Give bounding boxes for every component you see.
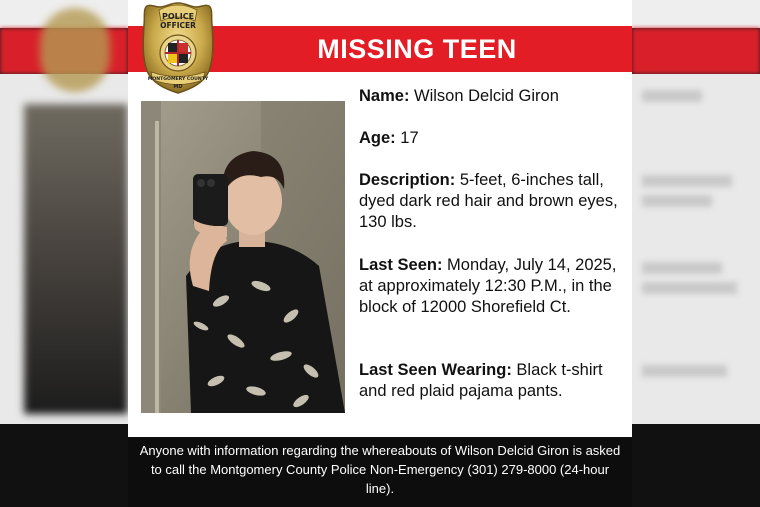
- last-seen-field: [359, 255, 625, 318]
- last-seen-wearing-field: [359, 360, 625, 402]
- badge-role-text: OFFICER: [160, 21, 196, 30]
- background-blur-right: [632, 0, 760, 507]
- age-value: 17: [400, 129, 419, 147]
- poster-title: MISSING TEEN: [317, 34, 517, 64]
- badge-state-text: MD: [173, 84, 183, 90]
- age-label: Age:: [359, 129, 396, 147]
- badge-top-text: POLICE: [161, 12, 195, 21]
- badge-county-text: MONTGOMERY COUNTY: [147, 77, 209, 82]
- last-seen-wearing-label: Last Seen Wearing:: [359, 361, 512, 379]
- name-field: [359, 86, 625, 107]
- description-value: 5-feet, 6-inches tall, dyed dark red hair and brown eyes, 130 lbs.: [359, 171, 618, 231]
- name-label: Name:: [359, 87, 410, 105]
- name-value: Wilson Delcid Giron: [414, 87, 559, 105]
- missing-person-photo: [141, 101, 345, 413]
- last-seen-wearing-value: Black t-shirt and red plaid pajama pants.: [359, 361, 603, 400]
- police-badge-icon: [141, 1, 215, 95]
- description-field: [359, 170, 625, 233]
- description-label: Description:: [359, 171, 456, 189]
- footer-text: Anyone with information regarding the whereabouts of Wilson Delcid Giron is asked to call the Montgomery County Police Non-Emergency (301) 279-8000 (24-hour line).: [139, 443, 621, 496]
- missing-person-poster: [128, 0, 632, 507]
- background-blur-left: [0, 0, 128, 507]
- last-seen-label: Last Seen:: [359, 256, 443, 274]
- age-field: [359, 128, 625, 149]
- contact-footer: [128, 437, 632, 507]
- last-seen-value: Monday, July 14, 2025, at approximately 12:30 P.M., in the block of 12000 Shorefield Ct.: [359, 256, 617, 316]
